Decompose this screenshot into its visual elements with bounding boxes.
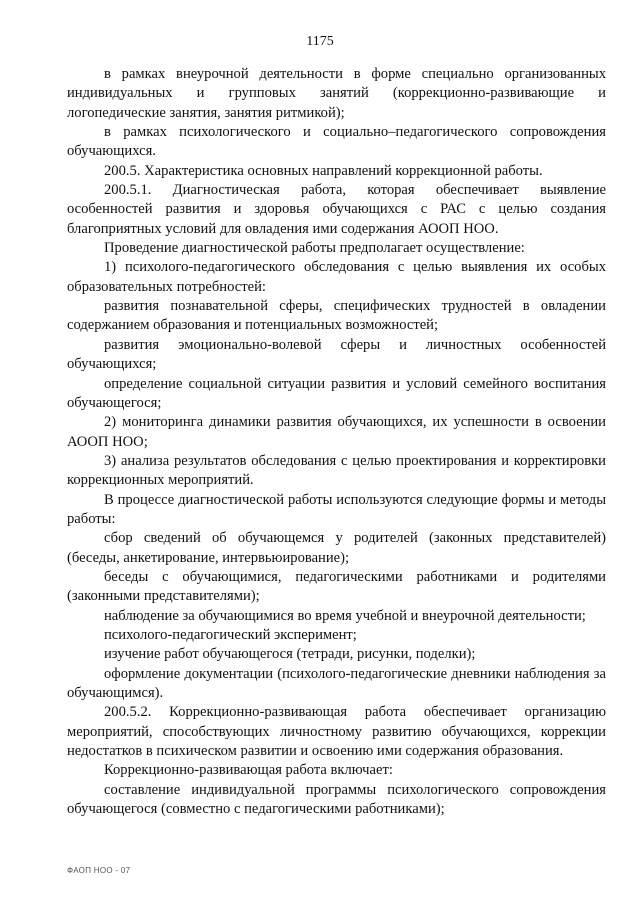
page-number: 1175 — [306, 34, 334, 49]
document-body — [67, 65, 606, 819]
paragraph: 200.5.1. Диагностическая работа, которая обеспечивает выявление особенностей развития и здоровья обучающихся с РАС с целью создания благоприятных условий для овладения ими содержания АООП НОО. — [67, 182, 606, 237]
paragraph: 2) мониторинга динамики развития обучающихся, их успешности в освоении АООП НОО; — [67, 414, 606, 450]
paragraph: 1) психолого-педагогического обследования с целью выявления их особых образовательных потребностей: — [67, 259, 606, 295]
paragraph: психолого-педагогический эксперимент; — [104, 626, 357, 643]
paragraph: сбор сведений об обучающемся у родителей (законных представителей) (беседы, анкетирование, интервьюирование); — [67, 530, 606, 566]
paragraph: В процессе диагностической работы используются следующие формы и методы работы: — [67, 491, 606, 527]
paragraph: 3) анализа результатов обследования с целью проектирования и корректировки коррекционных мероприятий. — [67, 452, 606, 489]
paragraph: изучение работ обучающегося (тетради, рисунки, поделки); — [104, 646, 476, 663]
paragraph: 200.5.2. Коррекционно-развивающая работа обеспечивает организацию мероприятий, способствующих личностному развитию обучающихся, коррекции недостатков в психическом развитии и освоению ими содержания образования. — [67, 704, 606, 760]
paragraph: развития познавательной сферы, специфических трудностей в овладении содержанием образования и потенциальных возможностей; — [67, 298, 606, 334]
paragraph: оформление документации (психолого-педагогические дневники наблюдения за обучающимся). — [67, 665, 606, 701]
paragraph: в рамках психологического и социально–педагогического сопровождения обучающихся. — [67, 124, 606, 160]
paragraph: в рамках внеурочной деятельности в форме специально организованных индивидуальных и групповых занятий (коррекционно-развивающие и логопедические занятия, занятия ритмикой); — [67, 66, 606, 121]
paragraph: 200.5. Характеристика основных направлений коррекционной работы. — [104, 162, 543, 179]
footer-code: ФАОП НОО - 07 — [67, 866, 131, 875]
paragraph: беседы с обучающимися, педагогическими работниками и родителями (законными представителями); — [67, 568, 606, 605]
paragraph: составление индивидуальной программы психологического сопровождения обучающегося (совместно с педагогическими работниками); — [67, 781, 606, 818]
paragraph: Коррекционно-развивающая работа включает: — [104, 762, 393, 779]
paragraph: развития эмоционально-волевой сферы и личностных особенностей обучающихся; — [67, 336, 606, 373]
paragraph: наблюдение за обучающимися во время учебной и внеурочной деятельности; — [104, 607, 586, 624]
paragraph: определение социальной ситуации развития и условий семейного воспитания обучающегося; — [67, 375, 606, 411]
paragraph: Проведение диагностической работы предполагает осуществление: — [104, 240, 525, 257]
